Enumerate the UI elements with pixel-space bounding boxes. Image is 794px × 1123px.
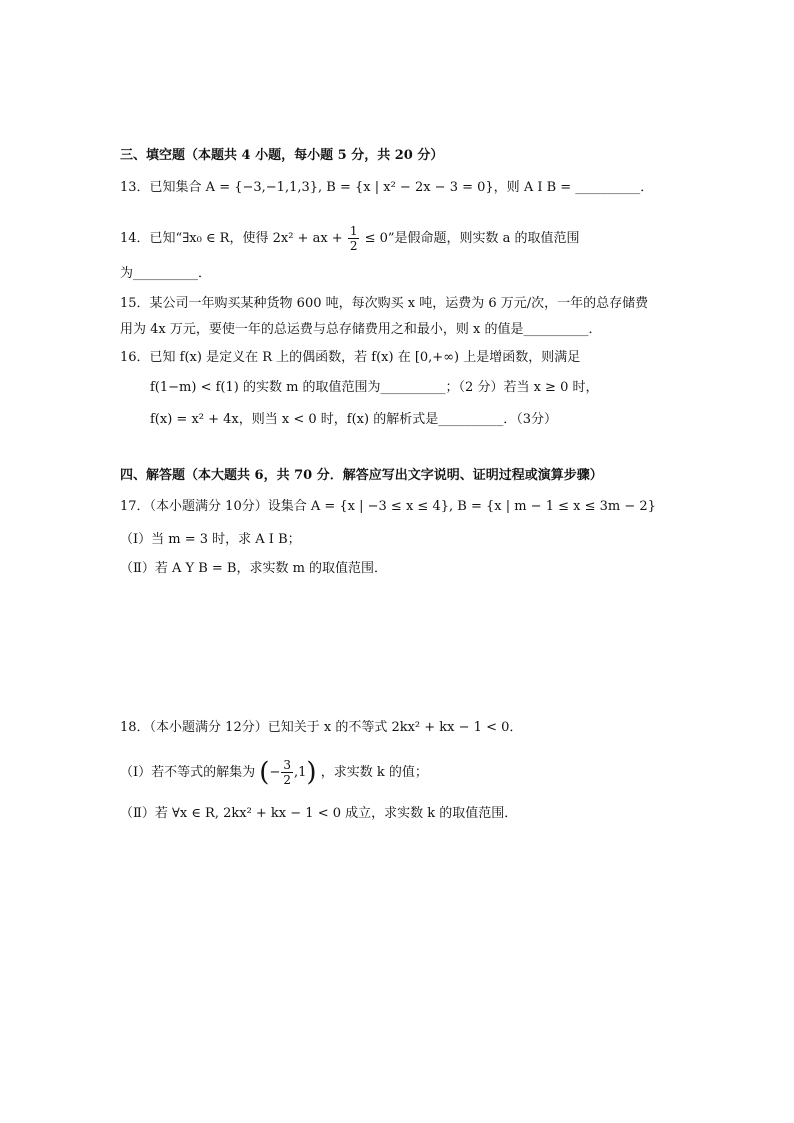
question-15-line1: 15．某公司一年购买某种货物 600 吨，每次购买 x 吨，运费为 6 万元/次，一年的总存储费: [120, 296, 649, 311]
q14-fraction: [348, 224, 360, 253]
question-18-part1: [120, 758, 428, 787]
question-16-line2: f(1−m) < f(1) 的实数 m 的取值范围为__________；（2 分）若当 x ≥ 0 时，: [150, 380, 599, 395]
question-18: 18．（本小题满分 12分）已知关于 x 的不等式 2kx² + kx − 1 < 0．: [120, 720, 523, 735]
q14-fraction-denominator: 2: [349, 239, 358, 253]
q18-fraction-denominator: 2: [283, 773, 291, 787]
question-16-line3: f(x) = x² + 4x，则当 x < 0 时，f(x) 的解析式是__________．（3分）: [150, 412, 557, 427]
section4-heading: 四、解答题（本大题共 6，共 70 分．解答应写出文字说明、证明过程或演算步骤）: [120, 468, 603, 483]
minus-sign: −: [269, 765, 281, 780]
question-14-line1: [120, 224, 580, 253]
question-17-part1: （Ⅰ）当 m = 3 时，求 A I B；: [120, 532, 301, 547]
q14-text-a: 14．已知“∃x₀ ∈ R，使得 2x² + ax +: [120, 231, 343, 246]
q14-text-b: ≤ 0”是假命题，则实数 a 的取值范围: [364, 231, 580, 246]
q18-fraction: [281, 758, 293, 787]
question-16-line1: 16．已知 f(x) 是定义在 R 上的偶函数，若 f(x) 在 [0,+∞) 上是增函数，则满足: [120, 350, 581, 365]
q18-part1-text-a: （Ⅰ）若不等式的解集为: [120, 765, 256, 780]
question-14-line2: 为__________．: [120, 266, 212, 281]
question-18-part2: （Ⅱ）若 ∀x ∈ R, 2kx² + kx − 1 < 0 成立，求实数 k 的取值范围．: [120, 806, 518, 821]
section3-heading: 三、填空题（本题共 4 小题，每小题 5 分，共 20 分）: [120, 148, 444, 163]
interval-end: ,1: [293, 765, 307, 780]
question-17: 17．（本小题满分 10分）设集合 A = {x | −3 ≤ x ≤ 4}, B = {x | m − 1 ≤ x ≤ 3m − 2}: [120, 499, 656, 514]
question-15-line2: 用为 4x 万元，要使一年的总运费与总存储费用之和最小，则 x 的值是__________．: [120, 322, 602, 337]
left-paren: (: [259, 757, 270, 788]
question-17-part2: （Ⅱ）若 A Y B = B，求实数 m 的取值范围．: [120, 561, 388, 576]
q18-part1-text-b: ，求实数 k 的值；: [320, 765, 428, 780]
question-13: 13．已知集合 A = {−3,−1,1,3}, B = {x | x² − 2x − 3 = 0}，则 A I B = __________．: [120, 180, 654, 195]
right-paren: ): [306, 757, 317, 788]
q14-fraction-numerator: 1: [349, 224, 358, 238]
q18-fraction-numerator: 3: [283, 758, 291, 772]
